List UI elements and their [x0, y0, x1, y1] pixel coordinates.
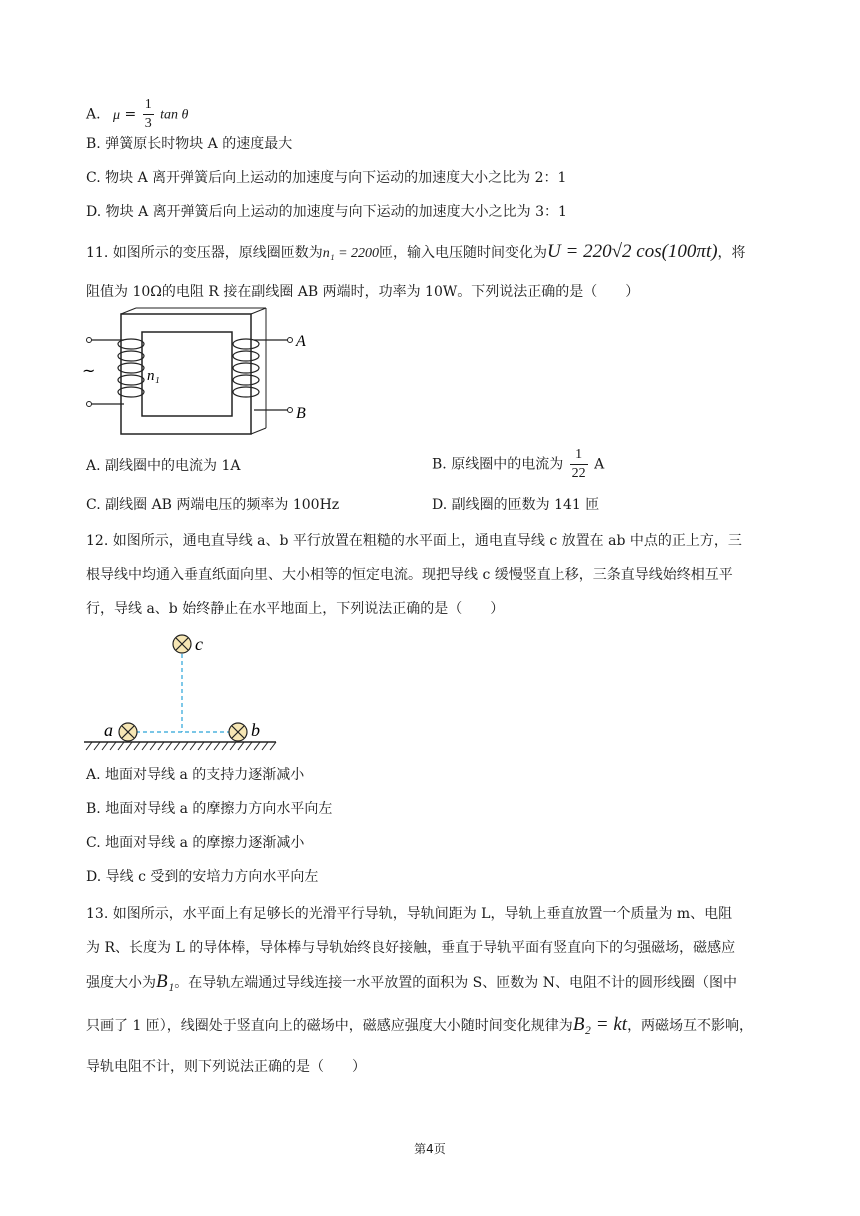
primary-coil	[89, 339, 144, 404]
label-A: A	[296, 333, 306, 350]
q11-stem-line2: 阻值为 10Ω的电阻 R 接在副线圈 AB 两端时，功率为 10W。下列说法正确的是（ ）	[86, 284, 640, 300]
fraction	[143, 96, 154, 133]
label-n1: n₁	[147, 368, 160, 384]
terminal	[87, 338, 92, 343]
fraction-numerator: 1	[570, 446, 588, 465]
ground-hatch	[86, 742, 276, 750]
q12-stem-line1: 12. 如图所示，通电直导线 a、b 平行放置在粗糙的水平面上，通电直导线 c 放置在 ab 中点的正上方，三	[86, 533, 742, 549]
q12-option-c: C. 地面对导线 a 的摩擦力逐渐减小	[86, 835, 305, 851]
q11-option-d: D. 副线圈的匝数为 141 匝	[432, 497, 600, 513]
ac-source-symbol: ~	[82, 361, 96, 380]
math-tan: tan θ	[160, 107, 189, 123]
math-voltage: U = 220√2 cos(100πt)	[547, 241, 718, 262]
label-a: a	[104, 720, 113, 740]
q13-stem-line5: 导轨电阻不计，则下列说法正确的是（ ）	[86, 1059, 366, 1075]
text: 只画了 1 匝），线圈处于竖直向上的磁场中，磁感应强度大小随时间变化规律为	[86, 1018, 573, 1034]
terminal	[288, 408, 293, 413]
math-mu: μ	[113, 107, 121, 123]
q12-stem-line3: 行，导线 a、b 始终静止在水平地面上，下列说法正确的是（ ）	[86, 601, 505, 617]
q10-option-a	[86, 96, 188, 133]
math-eq: =	[124, 106, 137, 123]
wire-b-icon	[229, 723, 247, 741]
text: ，两磁场互不影响，	[627, 1018, 754, 1034]
fraction-numerator: 1	[143, 96, 154, 115]
q13-stem-line1: 13. 如图所示，水平面上有足够长的光滑平行导轨，导轨间距为 L，导轨上垂直放置一个质量为 m、电阻	[86, 906, 733, 922]
text: 。在导轨左端通过导线连接一水平放置的面积为 S、匝数为 N、电阻不计的圆形线圈（图中	[174, 975, 737, 991]
math-B2: B₂ = kt	[572, 1014, 628, 1035]
q11-stem-line1	[86, 242, 746, 264]
wires-figure	[80, 626, 280, 750]
label-B: B	[296, 405, 306, 422]
q12-option-d: D. 导线 c 受到的安培力方向水平向左	[86, 869, 319, 885]
unit: A	[594, 456, 605, 473]
q13-stem-line3	[86, 972, 737, 993]
q10-option-c: C. 物块 A 离开弹簧后向上运动的加速度与向下运动的加速度大小之比为 2：1	[86, 170, 567, 186]
wire-c-icon	[173, 635, 191, 653]
page-number: 第4页	[414, 1142, 446, 1156]
fraction	[570, 446, 588, 483]
secondary-coil	[233, 339, 288, 410]
terminal	[87, 402, 92, 407]
q11-option-a: A. 副线圈中的电流为 1A	[86, 458, 241, 474]
text: ，将	[717, 245, 746, 261]
q10-option-b: B. 弹簧原长时物块 A 的速度最大	[86, 136, 293, 152]
math-B1: B₁	[156, 971, 175, 992]
q12-stem-line2: 根导线中均通入垂直纸面向里、大小相等的恒定电流。现把导线 c 缓慢竖直上移，三条直导线始终相互平	[86, 567, 733, 583]
fraction-denominator: 3	[144, 116, 152, 131]
q11-option-c: C. 副线圈 AB 两端电压的频率为 100Hz	[86, 497, 340, 513]
q13-stem-line2: 为 R、长度为 L 的导体棒，导体棒与导轨始终良好接触，垂直于导轨平面有竖直向下的匀强磁场，磁感应	[86, 940, 736, 956]
math-n1: n₁ = 2200	[322, 246, 380, 261]
terminal	[288, 338, 293, 343]
q12-option-a: A. 地面对导线 a 的支持力逐渐减小	[86, 767, 305, 783]
wire-a-icon	[119, 723, 137, 741]
fraction-denominator: 22	[571, 466, 586, 481]
text: B. 原线圈中的电流为	[432, 456, 564, 473]
label-c: c	[195, 634, 203, 654]
option-label: A.	[86, 106, 101, 123]
q12-option-b: B. 地面对导线 a 的摩擦力方向水平向左	[86, 801, 333, 817]
q11-option-b	[432, 446, 604, 483]
transformer-figure	[84, 304, 324, 444]
q13-stem-line4	[86, 1015, 753, 1036]
text: 11. 如图所示的变压器，原线圈匝数为	[86, 245, 323, 261]
text: 强度大小为	[86, 975, 156, 991]
text: 匝，输入电压随时间变化为	[379, 245, 548, 261]
label-b: b	[251, 720, 260, 740]
q10-option-d: D. 物块 A 离开弹簧后向上运动的加速度与向下运动的加速度大小之比为 3：1	[86, 204, 567, 220]
